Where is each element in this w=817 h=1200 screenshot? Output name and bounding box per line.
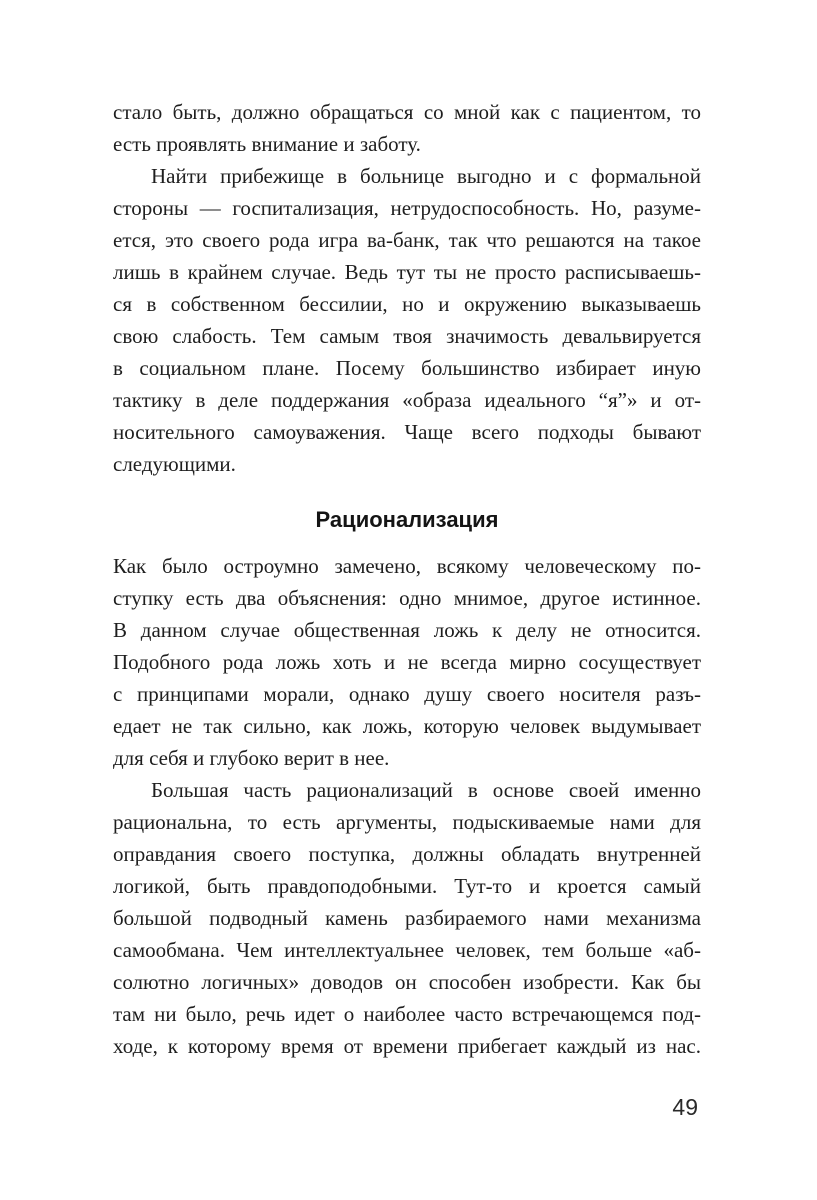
- text-line: солютно логичных» доводов он способен изобрести. Как бы: [113, 970, 701, 994]
- text-line: стороны — госпитализация, нетрудоспособность. Но, разуме-: [113, 196, 701, 220]
- text-line: большой подводный камень разбираемого нами механизма: [113, 906, 701, 930]
- text-line: носительного самоуважения. Чаще всего подходы бывают: [113, 420, 701, 444]
- text-line: В данном случае общественная ложь к делу не относится.: [113, 618, 701, 642]
- text-line: рациональна, то есть аргументы, подыскиваемые нами для: [113, 810, 701, 834]
- text-line: стало быть, должно обращаться со мной как с пациентом, то: [113, 100, 701, 124]
- text-line: для себя и глубоко верит в нее.: [113, 746, 390, 770]
- paragraph-hospital-refuge: [113, 160, 701, 480]
- text-line: следующими.: [113, 452, 236, 476]
- text-line: с принципами морали, однако душу своего носителя разъ-: [113, 682, 701, 706]
- text-line: Как было остроумно замечено, всякому человеческому по-: [113, 554, 701, 578]
- page-number: 49: [672, 1094, 698, 1120]
- paragraph-rationalizations: [113, 774, 701, 1062]
- text-line: самообмана. Чем интеллектуальнее человек, тем больше «аб-: [113, 938, 701, 962]
- text-line: там ни было, речь идет о наиболее часто встречающемся под-: [113, 1002, 701, 1026]
- text-line: Большая часть рационализаций в основе своей именно: [151, 778, 701, 802]
- text-line: едает не так сильно, как ложь, которую человек выдумывает: [113, 714, 701, 738]
- text-line: в социальном плане. Посему большинство избирает иную: [113, 356, 701, 380]
- text-column: [113, 96, 701, 1062]
- paragraph-two-explanations: [113, 550, 701, 774]
- text-line: ходе, к которому время от времени прибегает каждый из нас.: [113, 1034, 701, 1058]
- text-line: Подобного рода ложь хоть и не всегда мирно сосуществует: [113, 650, 701, 674]
- text-line: ется, это своего рода игра ва-банк, так что решаются на такое: [113, 228, 701, 252]
- text-line: свою слабость. Тем самым твоя значимость девальвируется: [113, 324, 701, 348]
- text-line: тактику в деле поддержания «образа идеального “я”» и от-: [113, 388, 701, 412]
- paragraph-continuation: [113, 96, 701, 160]
- text-line: ся в собственном бессилии, но и окружению выказываешь: [113, 292, 701, 316]
- text-line: лишь в крайнем случае. Ведь тут ты не просто расписываешь-: [113, 260, 701, 284]
- text-line: есть проявлять внимание и заботу.: [113, 132, 421, 156]
- text-line: оправдания своего поступка, должны обладать внутренней: [113, 842, 701, 866]
- section-heading: Рационализация: [315, 507, 499, 532]
- text-line: ступку есть два объяснения: одно мнимое, другое истинное.: [113, 586, 701, 610]
- text-line: логикой, быть правдоподобными. Тут-то и кроется самый: [113, 874, 701, 898]
- text-line: Найти прибежище в больнице выгодно и с формальной: [151, 164, 701, 188]
